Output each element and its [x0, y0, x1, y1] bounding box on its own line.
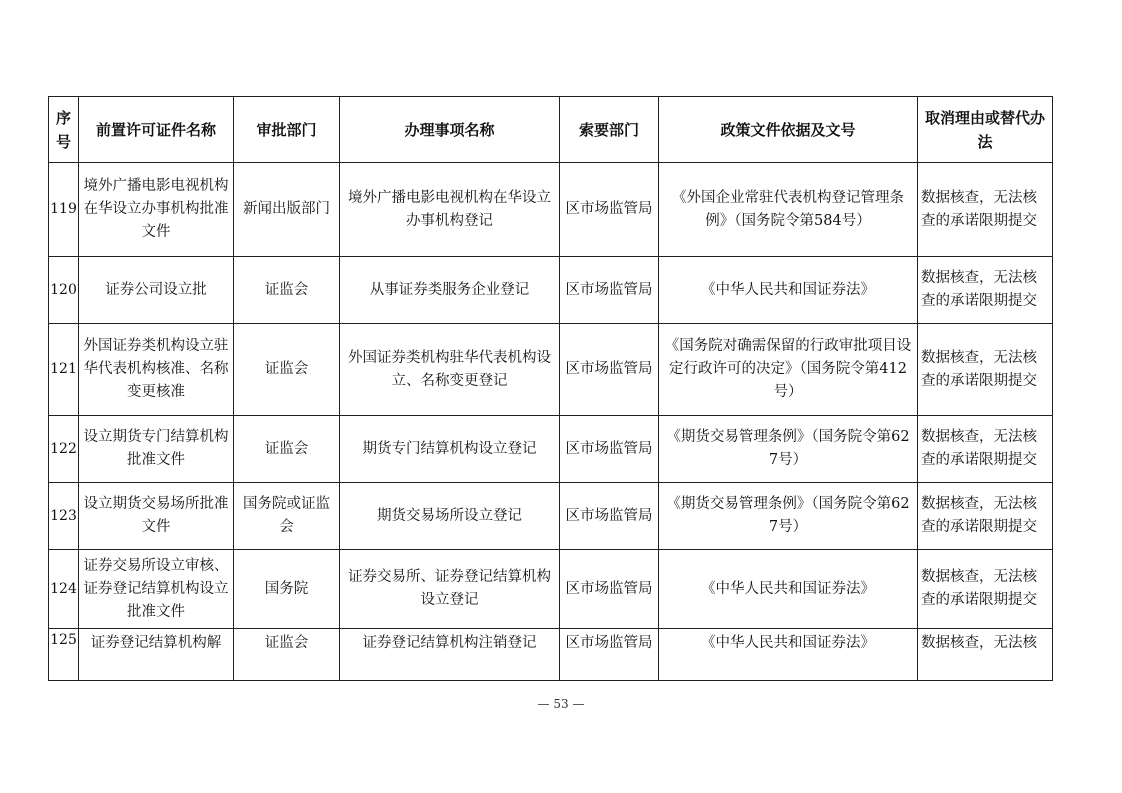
policy-basis-cell: 《期货交易管理条例》（国务院令第627号）	[659, 416, 918, 483]
policy-basis-cell: 《中华人民共和国证券法》	[659, 257, 918, 324]
header-cancel-reason: 取消理由或替代办法	[918, 97, 1053, 163]
row-number: 122	[49, 416, 79, 483]
item-name-cell: 证券交易所、证券登记结算机构设立登记	[340, 550, 560, 629]
requesting-dept-cell: 区市场监管局	[560, 416, 659, 483]
header-approval-dept: 审批部门	[234, 97, 340, 163]
permit-name-cell: 证券公司设立批	[79, 257, 234, 324]
permit-name-cell: 证券登记结算机构解	[79, 629, 234, 681]
header-permit-name: 前置许可证件名称	[79, 97, 234, 163]
table-row	[49, 324, 1053, 416]
policy-basis-cell: 《外国企业常驻代表机构登记管理条例》（国务院令第584号）	[659, 163, 918, 257]
table-row	[49, 629, 1053, 681]
permit-name-cell: 设立期货交易场所批准文件	[79, 483, 234, 550]
row-number: 119	[49, 163, 79, 257]
item-name-cell: 外国证券类机构驻华代表机构设立、名称变更登记	[340, 324, 560, 416]
table-row	[49, 257, 1053, 324]
header-requesting-dept: 索要部门	[560, 97, 659, 163]
requesting-dept-cell: 区市场监管局	[560, 629, 659, 681]
permit-table	[48, 96, 1053, 681]
approval-dept-cell: 国务院	[234, 550, 340, 629]
policy-basis-cell: 《期货交易管理条例》（国务院令第627号）	[659, 483, 918, 550]
item-name-cell: 期货交易场所设立登记	[340, 483, 560, 550]
cancel-reason-cell: 数据核查，无法核查的承诺限期提交	[918, 416, 1053, 483]
item-name-cell: 从事证券类服务企业登记	[340, 257, 560, 324]
approval-dept-cell: 证监会	[234, 629, 340, 681]
cancel-reason-cell: 数据核查，无法核查的承诺限期提交	[918, 550, 1053, 629]
header-item-name: 办理事项名称	[340, 97, 560, 163]
cancel-reason-cell: 数据核查，无法核查的承诺限期提交	[918, 324, 1053, 416]
table-header-row	[49, 97, 1053, 163]
header-policy-basis: 政策文件依据及文号	[659, 97, 918, 163]
approval-dept-cell: 证监会	[234, 416, 340, 483]
row-number: 124	[49, 550, 79, 629]
approval-dept-cell: 国务院或证监会	[234, 483, 340, 550]
approval-dept-cell: 证监会	[234, 257, 340, 324]
item-name-cell: 证券登记结算机构注销登记	[340, 629, 560, 681]
header-seq: 序号	[49, 97, 79, 163]
item-name-cell: 期货专门结算机构设立登记	[340, 416, 560, 483]
requesting-dept-cell: 区市场监管局	[560, 550, 659, 629]
cancel-reason-cell: 数据核查，无法核查的承诺限期提交	[918, 483, 1053, 550]
approval-dept-cell: 证监会	[234, 324, 340, 416]
requesting-dept-cell: 区市场监管局	[560, 483, 659, 550]
row-number: 121	[49, 324, 79, 416]
permit-name-cell: 外国证券类机构设立驻华代表机构核准、名称变更核准	[79, 324, 234, 416]
approval-dept-cell: 新闻出版部门	[234, 163, 340, 257]
cancel-reason-cell: 数据核查，无法核查的承诺限期提交	[918, 257, 1053, 324]
requesting-dept-cell: 区市场监管局	[560, 324, 659, 416]
requesting-dept-cell: 区市场监管局	[560, 257, 659, 324]
policy-basis-cell: 《中华人民共和国证券法》	[659, 629, 918, 681]
row-number: 125	[49, 629, 79, 681]
policy-basis-cell: 《国务院对确需保留的行政审批项目设定行政许可的决定》（国务院令第412号）	[659, 324, 918, 416]
item-name-cell: 境外广播电影电视机构在华设立办事机构登记	[340, 163, 560, 257]
cancel-reason-cell: 数据核查，无法核	[918, 629, 1053, 681]
table-row	[49, 550, 1053, 629]
permit-name-cell: 境外广播电影电视机构在华设立办事机构批准文件	[79, 163, 234, 257]
page-number: — 53 —	[537, 697, 585, 711]
permit-name-cell: 证券交易所设立审核、证券登记结算机构设立批准文件	[79, 550, 234, 629]
policy-basis-cell: 《中华人民共和国证券法》	[659, 550, 918, 629]
row-number: 120	[49, 257, 79, 324]
row-number: 123	[49, 483, 79, 550]
permit-name-cell: 设立期货专门结算机构批准文件	[79, 416, 234, 483]
table-row	[49, 483, 1053, 550]
table-row	[49, 416, 1053, 483]
requesting-dept-cell: 区市场监管局	[560, 163, 659, 257]
table-row	[49, 163, 1053, 257]
cancel-reason-cell: 数据核查，无法核查的承诺限期提交	[918, 163, 1053, 257]
